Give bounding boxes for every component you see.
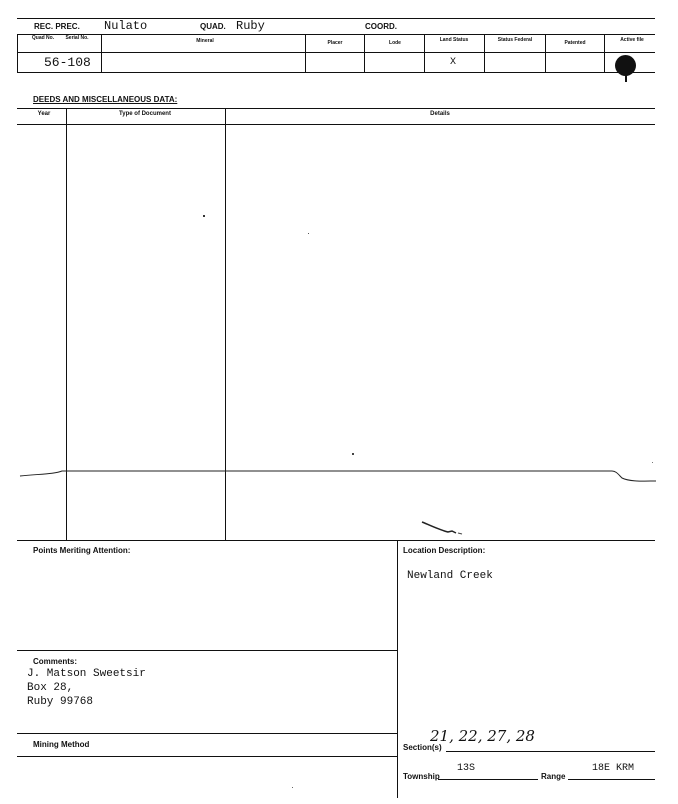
sections-underline xyxy=(446,751,655,752)
mining-method-label: Mining Method xyxy=(33,740,90,749)
table-header-bottom-line xyxy=(17,52,655,53)
punch-hole-tail xyxy=(625,74,627,82)
points-meriting-attention-label: Points Meriting Attention: xyxy=(33,546,131,555)
placer-header: Placer xyxy=(327,40,343,46)
land-status-header: Land Status xyxy=(439,37,469,43)
year-header: Year xyxy=(37,111,51,117)
range-value: 18E KRM xyxy=(592,763,635,774)
location-description-label: Location Description: xyxy=(403,546,486,555)
mineral-header: Mineral xyxy=(196,38,214,44)
col-divider xyxy=(484,34,485,72)
deeds-top-line xyxy=(17,108,655,109)
quad-label: QUAD. xyxy=(200,22,226,31)
col-divider xyxy=(424,34,425,72)
details-header: Details xyxy=(430,111,450,117)
comments-line-1: J. Matson Sweetsir xyxy=(27,668,146,680)
col-divider xyxy=(604,34,605,72)
stray-dot xyxy=(308,233,309,234)
col-divider xyxy=(17,34,18,72)
range-label: Range xyxy=(541,772,566,781)
type-of-document-header: Type of Document xyxy=(119,111,171,117)
fold-line xyxy=(0,462,678,486)
punch-hole-mark xyxy=(615,55,636,76)
coord-label: COORD. xyxy=(365,22,397,31)
table-top-line xyxy=(17,34,655,35)
col-divider xyxy=(305,34,306,72)
col-divider xyxy=(101,34,102,72)
status-federal-header: Status Federal xyxy=(497,37,533,43)
deeds-bottom-line xyxy=(17,540,655,541)
stray-dot xyxy=(352,453,354,455)
deeds-header-line xyxy=(17,124,655,125)
rec-prec-label: REC. PREC. xyxy=(34,22,80,31)
stray-dot xyxy=(203,215,205,217)
stray-dot xyxy=(292,787,293,788)
table-bottom-line xyxy=(17,72,655,73)
mining-method-bottom-line xyxy=(17,756,397,757)
col-divider xyxy=(545,34,546,72)
bottom-center-divider xyxy=(397,540,398,798)
comments-line-2: Box 28, xyxy=(27,682,74,694)
quad-no-value: 56-108 xyxy=(44,55,91,70)
township-underline xyxy=(438,779,538,780)
comments-label: Comments: xyxy=(33,657,78,666)
scribble-mark xyxy=(418,518,468,540)
active-file-header: Active file xyxy=(620,37,644,43)
township-value: 13S xyxy=(457,763,476,774)
comments-bottom-line xyxy=(17,733,397,734)
township-label: Township xyxy=(403,772,440,781)
sections-label: Section(s) xyxy=(403,743,442,752)
lode-header: Lode xyxy=(389,40,401,46)
rec-prec-value: Nulato xyxy=(104,19,148,33)
deeds-title: DEEDS AND MISCELLANEOUS DATA: xyxy=(33,95,178,104)
serial-no-header: Serial No. xyxy=(65,35,89,41)
land-status-value: X xyxy=(450,57,457,68)
comments-line-3: Ruby 99768 xyxy=(27,696,94,708)
sections-value: 21, 22, 27, 28 xyxy=(430,727,535,745)
quad-no-header: Quad No. xyxy=(31,35,55,41)
quad-value: Ruby xyxy=(236,19,265,33)
patented-header: Patented xyxy=(564,40,586,46)
location-description-value: Newland Creek xyxy=(407,570,493,582)
range-underline xyxy=(568,779,655,780)
points-bottom-line xyxy=(17,650,397,651)
col-divider xyxy=(364,34,365,72)
